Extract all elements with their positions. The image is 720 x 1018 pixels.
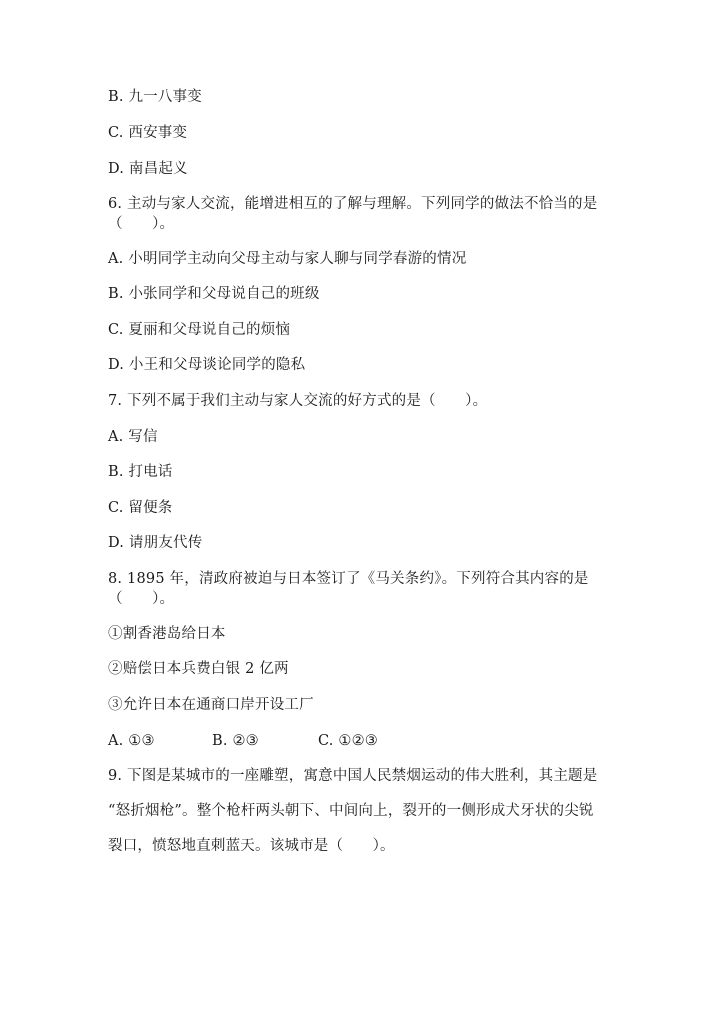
q7-option-a: A. 写信 (108, 429, 158, 445)
q8-choices (108, 731, 378, 751)
q8-stem-line1: 8. 1895 年，清政府被迫与日本签订了《马关条约》。下列符合其内容的是 (108, 571, 589, 587)
q7-option-c: C. 留便条 (108, 500, 173, 516)
q6-option-c: C. 夏丽和父母说自己的烦恼 (108, 322, 291, 338)
q5-option-c: C. 西安事变 (108, 125, 188, 141)
q7-stem: 7. 下列不属于我们主动与家人交流的好方式的是（ ）。 (108, 393, 488, 409)
q6-stem-line1: 6. 主动与家人交流，能增进相互的了解与理解。下列同学的做法不恰当的是 (108, 196, 598, 212)
q8-choice-c: C. ①②③ (318, 733, 378, 749)
q5-option-d: D. 南昌起义 (108, 161, 188, 177)
q8-choice-a: A. ①③ (108, 733, 155, 749)
q6-option-d: D. 小王和父母谈论同学的隐私 (108, 357, 306, 373)
q7-option-b: B. 打电话 (108, 464, 173, 480)
q5-option-b: B. 九一八事变 (108, 89, 202, 105)
q6-option-a: A. 小明同学主动向父母主动与家人聊与同学春游的情况 (108, 251, 467, 267)
q9-stem-line2: “怒折烟枪”。整个枪杆两头朝下、中间向上，裂开的一侧形成犬牙状的尖锐 (108, 803, 594, 819)
q6-option-b: B. 小张同学和父母说自己的班级 (108, 286, 320, 302)
q7-option-d: D. 请朋友代传 (108, 535, 203, 551)
q8-stem-line2: （ ）。 (108, 591, 175, 607)
q8-item-2: ②赔偿日本兵费白银 2 亿两 (108, 661, 289, 677)
q8-choice-b: B. ②③ (212, 733, 259, 749)
q6-stem-line2: （ ）。 (108, 216, 175, 232)
q9-stem-line3: 裂口，愤怒地直刺蓝天。该城市是（ ）。 (108, 838, 395, 854)
q8-item-1: ①割香港岛给日本 (108, 626, 226, 642)
q9-stem-line1: 9. 下图是某城市的一座雕塑，寓意中国人民禁烟运动的伟大胜利，其主题是 (108, 768, 598, 784)
q8-item-3: ③允许日本在通商口岸开设工厂 (108, 697, 314, 713)
